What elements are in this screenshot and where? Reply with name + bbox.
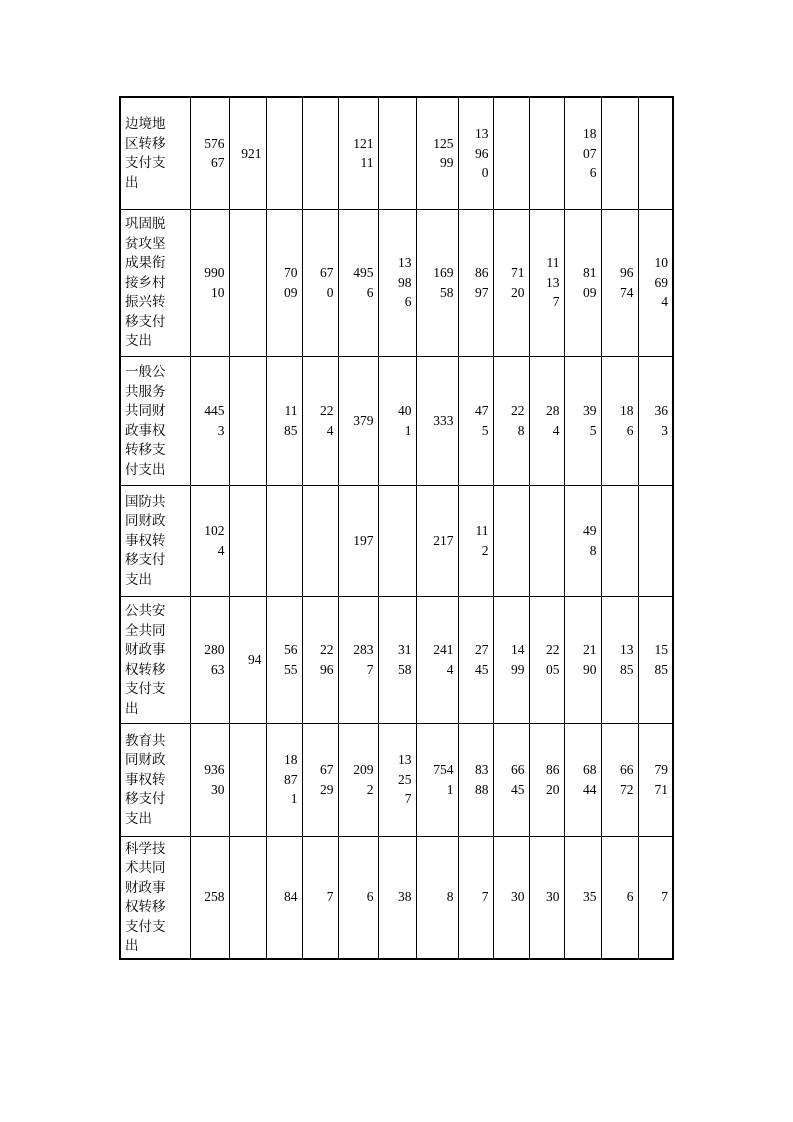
value-cell: 81 09 (564, 209, 601, 356)
table-row (120, 209, 673, 356)
value-cell: 18 6 (601, 356, 638, 485)
value-cell: 754 1 (416, 723, 458, 836)
row-label-cell: 巩固脱 贫攻坚 成果衔 接乡村 振兴转 移支付 支出 (120, 209, 190, 356)
table-row (120, 485, 673, 596)
value-cell: 8 (416, 836, 458, 959)
value-cell: 71 20 (493, 209, 529, 356)
value-cell (229, 836, 266, 959)
value-cell: 30 (529, 836, 564, 959)
value-cell: 125 99 (416, 97, 458, 209)
value-cell (601, 97, 638, 209)
value-cell: 280 63 (190, 596, 229, 723)
value-cell: 241 4 (416, 596, 458, 723)
value-cell (638, 485, 673, 596)
value-cell: 15 85 (638, 596, 673, 723)
table-row (120, 356, 673, 485)
value-cell: 576 67 (190, 97, 229, 209)
value-cell: 22 05 (529, 596, 564, 723)
value-cell: 30 (493, 836, 529, 959)
value-cell: 197 (338, 485, 378, 596)
value-cell: 28 4 (529, 356, 564, 485)
transfer-payment-table (119, 96, 674, 960)
value-cell: 379 (338, 356, 378, 485)
value-cell: 31 58 (378, 596, 416, 723)
value-cell: 445 3 (190, 356, 229, 485)
value-cell: 10 69 4 (638, 209, 673, 356)
value-cell (266, 97, 302, 209)
value-cell: 13 85 (601, 596, 638, 723)
table-row (120, 836, 673, 959)
value-cell: 67 0 (302, 209, 338, 356)
row-label-cell: 公共安 全共同 财政事 权转移 支付支 出 (120, 596, 190, 723)
value-cell: 11 85 (266, 356, 302, 485)
value-cell (229, 485, 266, 596)
row-label-cell: 科学技 术共同 财政事 权转移 支付支 出 (120, 836, 190, 959)
value-cell (302, 485, 338, 596)
value-cell: 38 (378, 836, 416, 959)
value-cell: 7 (638, 836, 673, 959)
value-cell: 86 97 (458, 209, 493, 356)
value-cell: 40 1 (378, 356, 416, 485)
value-cell: 13 25 7 (378, 723, 416, 836)
value-cell (601, 485, 638, 596)
value-cell: 96 74 (601, 209, 638, 356)
value-cell: 68 44 (564, 723, 601, 836)
value-cell: 11 13 7 (529, 209, 564, 356)
value-cell (302, 97, 338, 209)
value-cell: 49 8 (564, 485, 601, 596)
value-cell: 79 71 (638, 723, 673, 836)
value-cell (529, 485, 564, 596)
row-label-cell: 教育共 同财政 事权转 移支付 支出 (120, 723, 190, 836)
value-cell (493, 97, 529, 209)
value-cell: 67 29 (302, 723, 338, 836)
transfer-table-body (120, 97, 673, 959)
value-cell (229, 209, 266, 356)
value-cell (493, 485, 529, 596)
value-cell (229, 356, 266, 485)
value-cell: 921 (229, 97, 266, 209)
table-row (120, 596, 673, 723)
value-cell: 13 98 6 (378, 209, 416, 356)
value-cell: 6 (338, 836, 378, 959)
value-cell: 27 45 (458, 596, 493, 723)
value-cell: 47 5 (458, 356, 493, 485)
value-cell: 209 2 (338, 723, 378, 836)
row-label-cell: 国防共 同财政 事权转 移支付 支出 (120, 485, 190, 596)
value-cell: 70 09 (266, 209, 302, 356)
value-cell: 83 88 (458, 723, 493, 836)
table-row (120, 723, 673, 836)
value-cell: 217 (416, 485, 458, 596)
value-cell: 22 8 (493, 356, 529, 485)
value-cell: 283 7 (338, 596, 378, 723)
value-cell: 121 11 (338, 97, 378, 209)
value-cell: 35 (564, 836, 601, 959)
value-cell: 11 2 (458, 485, 493, 596)
value-cell: 66 45 (493, 723, 529, 836)
value-cell: 990 10 (190, 209, 229, 356)
value-cell: 7 (458, 836, 493, 959)
value-cell: 36 3 (638, 356, 673, 485)
value-cell: 84 (266, 836, 302, 959)
value-cell: 18 87 1 (266, 723, 302, 836)
value-cell (638, 97, 673, 209)
value-cell: 495 6 (338, 209, 378, 356)
value-cell: 258 (190, 836, 229, 959)
row-label-cell: 边境地 区转移 支付支 出 (120, 97, 190, 209)
value-cell (266, 485, 302, 596)
value-cell (229, 723, 266, 836)
value-cell: 66 72 (601, 723, 638, 836)
table-row (120, 97, 673, 209)
value-cell: 22 4 (302, 356, 338, 485)
value-cell: 86 20 (529, 723, 564, 836)
value-cell: 56 55 (266, 596, 302, 723)
value-cell (529, 97, 564, 209)
value-cell: 7 (302, 836, 338, 959)
value-cell: 13 96 0 (458, 97, 493, 209)
value-cell: 936 30 (190, 723, 229, 836)
value-cell (378, 97, 416, 209)
value-cell: 21 90 (564, 596, 601, 723)
value-cell: 39 5 (564, 356, 601, 485)
value-cell: 18 07 6 (564, 97, 601, 209)
value-cell: 22 96 (302, 596, 338, 723)
value-cell: 333 (416, 356, 458, 485)
value-cell: 94 (229, 596, 266, 723)
value-cell: 14 99 (493, 596, 529, 723)
value-cell (378, 485, 416, 596)
value-cell: 169 58 (416, 209, 458, 356)
value-cell: 6 (601, 836, 638, 959)
row-label-cell: 一般公 共服务 共同财 政事权 转移支 付支出 (120, 356, 190, 485)
value-cell: 102 4 (190, 485, 229, 596)
